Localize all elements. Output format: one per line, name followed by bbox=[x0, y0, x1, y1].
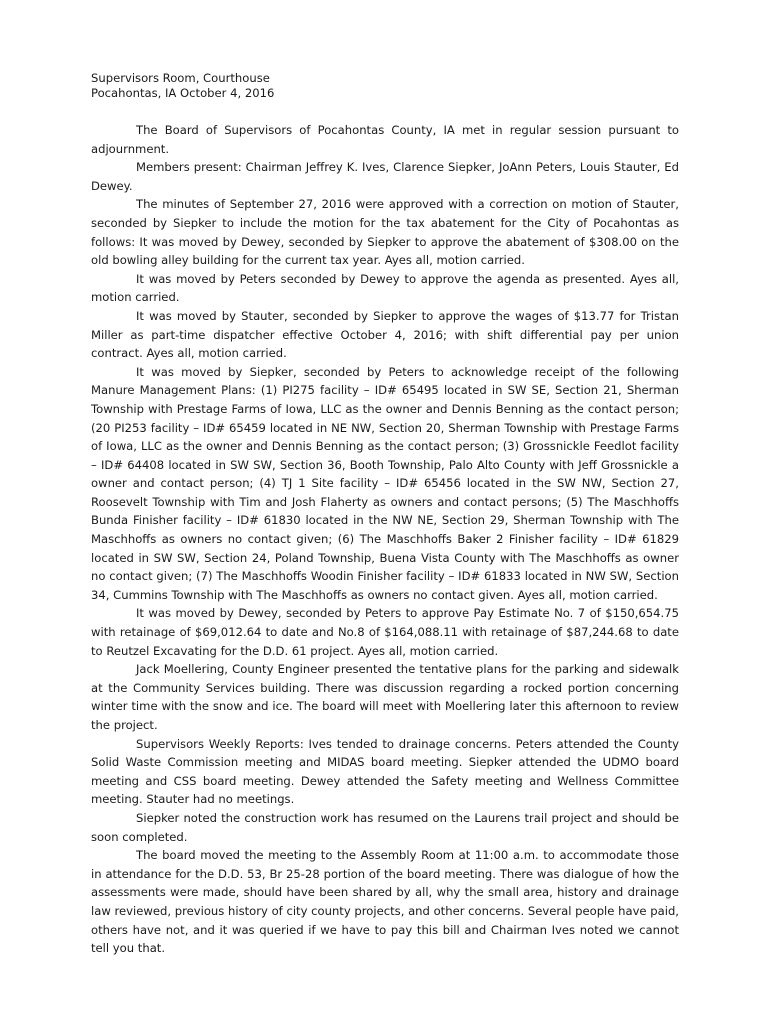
paragraph-members-present: Members present: Chairman Jeffrey K. Ives, Clarence Siepker, JoAnn Peters, Louis Stauter, Ed Dewey. bbox=[91, 160, 679, 193]
paragraph-agenda: It was moved by Peters seconded by Dewey to approve the agenda as presented. Ayes all, motion carried. bbox=[91, 271, 679, 305]
meeting-header bbox=[91, 71, 274, 100]
paragraph-laurens-trail: Siepker noted the construction work has resumed on the Laurens trail project and should be soon completed. bbox=[91, 810, 679, 844]
meeting-location: Supervisors Room, Courthouse bbox=[91, 71, 270, 85]
paragraph-pay-estimate: It was moved by Dewey, seconded by Peters to approve Pay Estimate No. 7 of $150,654.75 with retainage of $69,012.64 to date and No.8 of $164,088.11 with retainage of $87,244.68 to date to Reutzel Excavating for the D.D. 61 project. Ayes all, motion carried. bbox=[91, 606, 679, 658]
meeting-place-date: Pocahontas, IA October 4, 2016 bbox=[91, 85, 275, 100]
paragraph-wages: It was moved by Stauter, seconded by Siepker to approve the wages of $13.77 for Tristan Miller as part-time dispatcher effective October 4, 2016; with shift differential pay per union contract. Ayes all, motion carried. bbox=[91, 308, 679, 361]
paragraph-weekly-reports: Supervisors Weekly Reports: Ives tended to drainage concerns. Peters attended the County Solid Waste Commission meeting and MIDAS board meeting. Siepker attended the UDMO board meeting and CSS board meeting. Dewey attended the Safety meeting and Wellness Committee meeting. Stauter had no meetings. bbox=[91, 736, 679, 807]
paragraph-manure-plans: It was moved by Siepker, seconded by Peters to acknowledge receipt of the following Manure Management Plans: (1) PI275 facility – ID# 65495 located in SW SE, Section 21, Sherman Township with Prestage Farms of Iowa, LLC as the owner and Dennis Benning as the contact person; (20 PI253 facility – ID# 65459 located in NE NW, Section 20, Sherman Township with Prestage Farms of Iowa, LLC as the owner and Dennis Benning as the contact person; (3) Grossnickle Feedlot facility – ID# 64408 located in SW SW, Section 36, Booth Township, Palo Alto County with Jeff Grossnickle a owner and contact person; (4) TJ 1 Site facility – ID# 65456 located in the SW NW, Section 27, Roosevelt Township with Tim and Josh Flaherty as owners and contact persons; (5) The Maschhoffs Bunda Finisher facility – ID# 61830 located in the NW NE, Section 29, Sherman Township with The Maschhoffs as owners no contact given; (6) The Maschhoffs Baker 2 Finisher facility – ID# 61829 located in SW SW, Section 24, Poland Township, Buena Vista County with The Maschhoffs as owner no contact given; (7) The Maschhoffs Woodin Finisher facility – ID# 61833 located in NW SW, Section 34, Cummins Township with The Maschhoffs as owners no contact given. Ayes all, motion carried. bbox=[91, 364, 679, 602]
paragraph-assembly-room: The board moved the meeting to the Assembly Room at 11:00 a.m. to accommodate those in attendance for the D.D. 53, Br 25-28 portion of the board meeting. There was dialogue of how the assessments were made, should have been shared by all, why the small area, history and drainage law reviewed, previous history of city county projects, and other concerns. Several people have paid, others have not, and it was queried if we have to pay this bill and Chairman Ives noted we cannot tell you that. bbox=[91, 848, 679, 956]
minutes-body bbox=[91, 121, 679, 958]
paragraph-session: The Board of Supervisors of Pocahontas County, IA met in regular session pursuant to adjournment. bbox=[91, 123, 679, 156]
paragraph-minutes-approval: The minutes of September 27, 2016 were approved with a correction on motion of Stauter, seconded by Siepker to include the motion for the tax abatement for the City of Pocahontas as follows: It was moved by Dewey, seconded by Siepker to approve the abatement of $308.00 on the old bowling alley building for the current tax year. Ayes all, motion carried. bbox=[91, 197, 679, 268]
paragraph-county-engineer: Jack Moellering, County Engineer presented the tentative plans for the parking and sidewalk at the Community Services building. There was discussion regarding a rocked portion concerning winter time with the snow and ice. The board will meet with Moellering later this afternoon to review the project. bbox=[91, 662, 679, 732]
